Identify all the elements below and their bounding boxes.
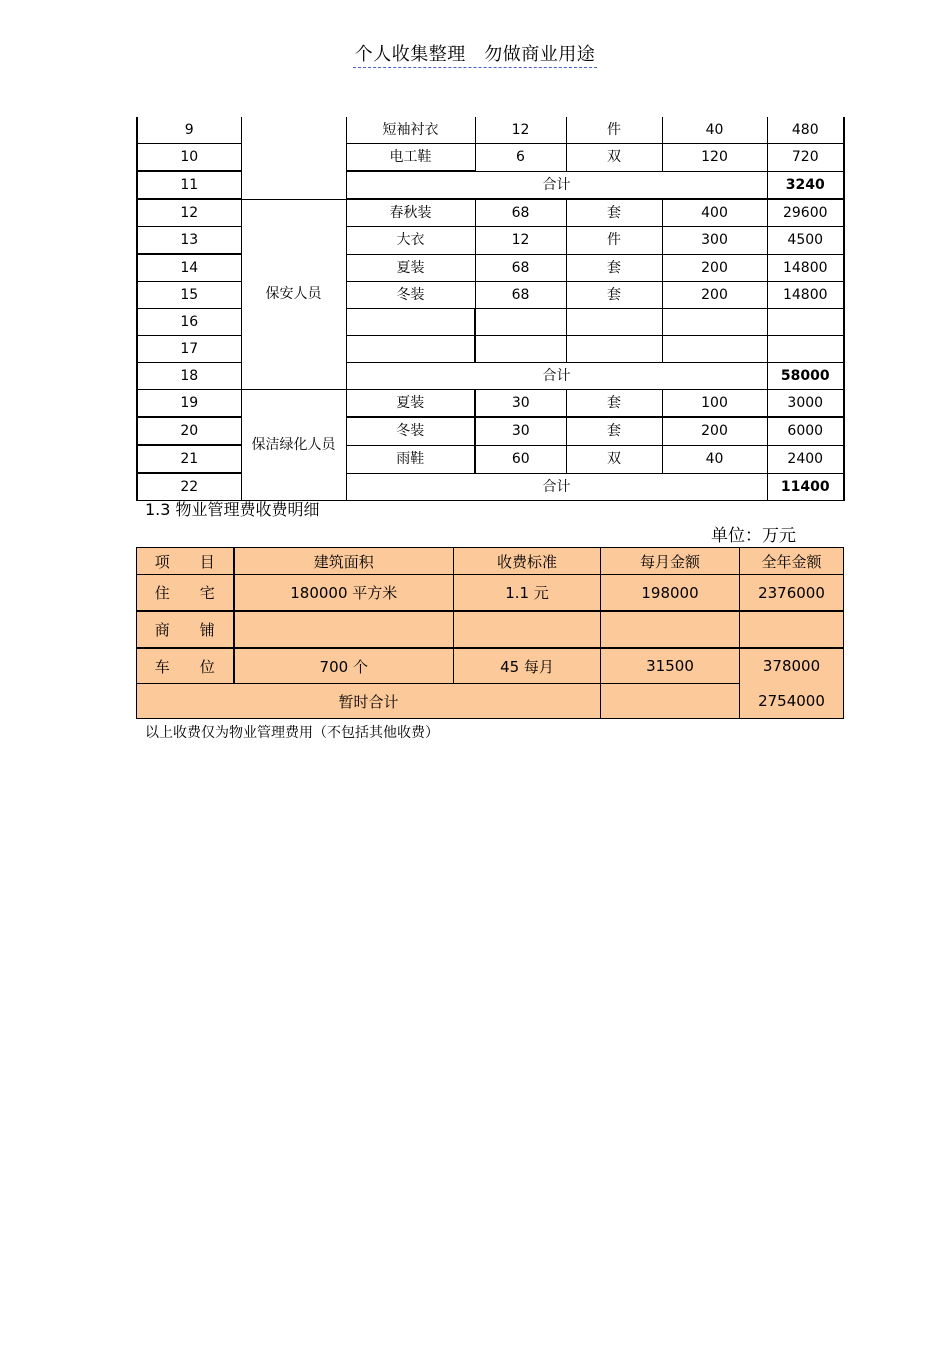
group-security: 保安人员 xyxy=(241,199,346,390)
table-row: 19 保洁绿化人员 夏装 30 套 100 3000 xyxy=(137,390,844,418)
table-row: 20 冬装 30 套 200 6000 xyxy=(137,417,844,445)
table-row: 9 短袖衬衣 12 件 40 480 xyxy=(137,117,844,144)
fee-row-total xyxy=(137,684,844,719)
fee-row-parking: 车 位 700 个 45 每月 31500 378000 xyxy=(137,648,844,684)
subtotal-label: 合计 xyxy=(346,473,767,501)
footnote: 以上收费仅为物业管理费用（不包括其他收费） xyxy=(145,725,439,741)
subtotal-value: 3240 xyxy=(767,171,844,199)
group-cell-empty xyxy=(241,117,346,199)
subtotal-value: 58000 xyxy=(767,363,844,390)
table-row: 16 xyxy=(137,309,844,336)
header-title: 个人收集整理 勿做商业用途 xyxy=(353,44,598,68)
fee-row-residential: 住 宅 180000 平方米 1.1 元 198000 2376000 xyxy=(137,575,844,612)
table-row: 12 保安人员 春秋装 68 套 400 29600 xyxy=(137,199,844,227)
table-row: 13 大衣 12 件 300 4500 xyxy=(137,227,844,255)
subtotal-row: 18 合计 58000 xyxy=(137,363,844,390)
fee-header-row xyxy=(137,548,844,575)
uniform-cost-table xyxy=(136,117,845,501)
subtotal-row: 11 合计 3240 xyxy=(137,171,844,199)
section-title: 1.3 物业管理费收费明细 xyxy=(145,500,320,519)
header-annual: 全年金额 xyxy=(740,548,844,575)
unit-label: 单位：万元 xyxy=(711,526,796,546)
fee-total-label: 暂时合计 xyxy=(137,684,601,719)
subtotal-label: 合计 xyxy=(346,363,767,390)
fee-total-annual: 2754000 xyxy=(740,684,844,719)
page-header xyxy=(0,40,950,66)
table-row: 14 夏装 68 套 200 14800 xyxy=(137,254,844,282)
group-cleaning: 保洁绿化人员 xyxy=(241,390,346,501)
table-row: 15 冬装 68 套 200 14800 xyxy=(137,282,844,309)
header-area: 建筑面积 xyxy=(234,548,454,575)
subtotal-row: 22 合计 11400 xyxy=(137,473,844,501)
header-item: 项 目 xyxy=(137,548,234,575)
fee-total-monthly xyxy=(601,684,740,719)
subtotal-label: 合计 xyxy=(346,171,767,199)
header-rate: 收费标准 xyxy=(454,548,601,575)
subtotal-value: 11400 xyxy=(767,473,844,501)
table-row: 17 xyxy=(137,336,844,363)
fee-row-shops: 商 铺 xyxy=(137,611,844,648)
table-row: 21 雨鞋 60 双 40 2400 xyxy=(137,445,844,473)
table-row: 10 电工鞋 6 双 120 720 xyxy=(137,144,844,172)
header-monthly: 每月金额 xyxy=(601,548,740,575)
fee-table xyxy=(136,547,844,719)
